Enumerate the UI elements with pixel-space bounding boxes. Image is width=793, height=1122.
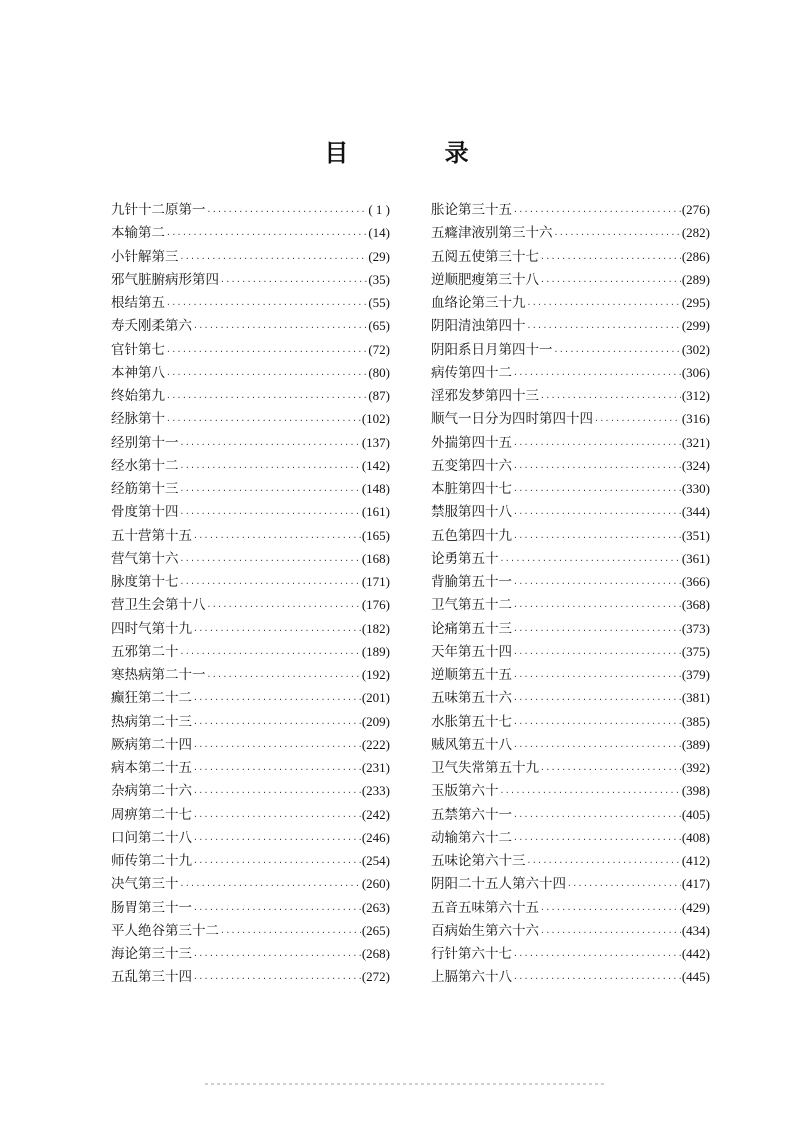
dot-leader [207,200,368,223]
toc-entry[interactable] [111,710,390,733]
dot-leader [180,502,361,525]
dot-leader [166,293,367,316]
toc-entry-title: 杂病第二十六 [111,783,192,800]
dot-leader [554,340,681,363]
toc-entry[interactable] [111,756,390,779]
dot-leader [193,316,367,339]
toc-entry-title: 五变第四十六 [431,457,512,474]
dot-leader [500,549,681,572]
toc-entry-title: 水胀第五十七 [431,713,512,730]
toc-entry-page: ( 265 ) [362,919,390,942]
toc-entry-title: 脉度第十七 [111,574,179,590]
dot-leader [513,642,681,665]
toc-entry[interactable] [431,756,710,779]
toc-entry-page: ( 282 ) [682,221,710,244]
dot-leader [166,340,367,363]
dot-leader [193,526,361,549]
toc-entry[interactable] [431,617,710,640]
toc-entry[interactable] [431,710,710,733]
toc-entry-title: 热病第二十三 [111,713,192,730]
toc-entry-page: ( 286 ) [682,245,710,268]
toc-entry-page: ( 1 ) [368,198,390,221]
toc-entry-page: ( 434 ) [682,919,710,942]
toc-entry-title: 五音五味第六十五 [431,899,539,916]
toc-entry-title: 禁服第四十八 [431,504,512,521]
dot-leader [527,293,681,316]
toc-entry[interactable] [431,826,710,849]
toc-entry[interactable] [431,477,710,500]
toc-entry-title: 寿夭刚柔第六 [111,318,192,335]
toc-entry-title: 营卫生会第十八 [111,597,206,614]
toc-entry-title: 卫气失常第五十九 [431,760,539,776]
toc-entry[interactable] [111,361,390,384]
dot-leader [513,619,681,642]
toc-entry-page: ( 87 ) [368,384,390,407]
toc-entry[interactable] [111,896,390,919]
dot-leader [180,642,361,665]
toc-entry[interactable] [111,942,390,965]
toc-entry[interactable] [111,547,390,570]
toc-entry[interactable] [111,384,390,407]
dot-leader [513,502,681,525]
toc-entry[interactable] [431,663,710,686]
dot-leader [500,781,681,804]
dot-leader [513,735,681,758]
toc-entry-page: ( 302 ) [682,338,710,361]
toc-entry-page: ( 306 ) [682,361,710,384]
dot-leader [193,712,361,735]
toc-entry-page: ( 14 ) [368,221,390,244]
toc-entry[interactable] [431,524,710,547]
page-title: 目 录 [324,139,513,167]
toc-entry[interactable] [431,942,710,965]
dot-leader [540,921,681,944]
dot-leader [513,479,681,502]
toc-entry[interactable] [111,338,390,361]
toc-entry-page: ( 324 ) [682,454,710,477]
toc-column-right [431,198,710,989]
toc-entry-page: ( 165 ) [362,524,390,547]
dot-leader [540,270,681,293]
dot-leader [193,619,361,642]
toc-entry-page: ( 231 ) [362,756,390,779]
toc-entry-page: ( 55 ) [368,291,390,314]
toc-entry-title: 顺气一日分为四时第四十四 [431,411,593,428]
toc-entry-title: 邪气脏腑病形第四 [111,271,219,288]
toc-entry[interactable] [111,617,390,640]
dot-leader [513,526,681,549]
toc-entry-title: 厥病第二十四 [111,736,192,753]
toc-entry-title: 背腧第五十一 [431,574,512,590]
toc-entry-page: ( 412 ) [682,849,710,872]
toc-entry-title: 贼风第五十八 [431,736,512,753]
toc-entry-title: 百病始生第六十六 [431,922,539,939]
toc-entry-title: 寒热病第二十一 [111,667,206,683]
toc-entry[interactable] [111,431,390,454]
toc-entry-title: 经别第十一 [111,434,179,451]
toc-entry-page: ( 268 ) [362,942,390,965]
toc-entry[interactable] [431,245,710,268]
toc-entry[interactable] [111,245,390,268]
toc-entry-title: 五邪第二十 [111,643,179,660]
dot-leader [527,851,681,874]
toc-entry-page: ( 408 ) [682,826,710,849]
toc-entry-title: 骨度第十四 [111,504,179,521]
dot-leader [166,223,367,246]
toc-entry-title: 病传第四十二 [431,364,512,381]
toc-entry-page: ( 299 ) [682,314,710,337]
toc-entry-page: ( 168 ) [362,547,390,570]
dot-leader [513,363,681,386]
dot-leader [220,921,361,944]
dot-leader [540,247,681,270]
toc-entry-title: 师传第二十九 [111,853,192,869]
dot-leader [180,479,361,502]
dot-leader [193,828,361,851]
toc-entry-title: 五阅五使第三十七 [431,248,539,265]
toc-entry-title: 肠胃第三十一 [111,899,192,916]
toc-entry[interactable] [431,872,710,895]
dot-leader [594,409,681,432]
toc-entry-page: ( 379 ) [682,663,710,686]
dot-leader [513,200,681,223]
toc-entry[interactable] [111,314,390,337]
toc-entry-title: 外揣第四十五 [431,434,512,451]
toc-entry-page: ( 289 ) [682,268,710,291]
toc-entry-page: ( 368 ) [682,593,710,616]
toc-entry-page: ( 389 ) [682,733,710,756]
toc-entry-title: 五乱第三十四 [111,969,192,986]
dot-leader [180,247,368,270]
dot-leader [540,898,681,921]
toc-entry-title: 论痛第五十三 [431,620,512,637]
toc-entry-title: 根结第五 [111,295,165,311]
toc-entry-page: ( 351 ) [682,524,710,547]
dot-leader [193,967,361,990]
toc-entry-title: 五十营第十五 [111,527,192,544]
scan-smudge [205,1083,605,1085]
toc-entry[interactable] [431,314,710,337]
toc-entry-page: ( 29 ) [368,245,390,268]
toc-entry[interactable] [111,268,390,291]
toc-entry-title: 终始第九 [111,388,165,404]
toc-entry-page: ( 242 ) [362,803,390,826]
toc-entry-title: 卫气第五十二 [431,597,512,614]
toc-entry[interactable] [431,686,710,709]
toc-entry[interactable] [111,686,390,709]
dot-leader [513,688,681,711]
toc-entry-title: 五味论第六十三 [431,853,526,869]
toc-entry-title: 五癃津液别第三十六 [431,225,553,242]
toc-entry-page: ( 182 ) [362,617,390,640]
toc-entry-page: ( 137 ) [362,431,390,454]
toc-entry-page: ( 209 ) [362,710,390,733]
dot-leader [193,898,361,921]
toc-entry-page: ( 171 ) [362,570,390,593]
dot-leader [527,316,681,339]
toc-entry[interactable] [111,477,390,500]
toc-entry[interactable] [431,268,710,291]
toc-entry[interactable] [431,291,710,314]
toc-entry[interactable] [431,361,710,384]
dot-leader [180,572,361,595]
dot-leader [193,758,361,781]
toc-entry-title: 决气第三十 [111,876,179,893]
dot-leader [207,595,361,618]
toc-entry-title: 本输第二 [111,225,165,242]
dot-leader [193,781,361,804]
toc-entry[interactable] [111,500,390,523]
toc-entry[interactable] [111,919,390,942]
dot-leader [207,665,361,688]
toc-entry-page: ( 161 ) [362,500,390,523]
toc-entry-page: ( 405 ) [682,803,710,826]
toc-entry-title: 玉版第六十 [431,783,499,800]
toc-entry-page: ( 260 ) [362,872,390,895]
toc-entry-page: ( 366 ) [682,570,710,593]
toc-entry-title: 海论第三十三 [111,946,192,962]
toc-entry-page: ( 373 ) [682,617,710,640]
toc-entry-page: ( 276 ) [682,198,710,221]
dot-leader [193,944,361,967]
toc-entry[interactable] [431,779,710,802]
toc-entry-title: 本脏第四十七 [431,481,512,497]
toc-entry[interactable] [111,640,390,663]
toc-entry-title: 血络论第三十九 [431,295,526,311]
toc-entry-title: 病本第二十五 [111,760,192,776]
toc-entry-page: ( 65 ) [368,314,390,337]
toc-entry-title: 论勇第五十 [431,550,499,567]
toc-entry[interactable] [111,524,390,547]
toc-entry-title: 逆顺肥瘦第三十八 [431,271,539,288]
toc-entry-page: ( 295 ) [682,291,710,314]
dot-leader [513,456,681,479]
dot-leader [220,270,367,293]
dot-leader [180,456,361,479]
dot-leader [166,386,367,409]
toc-entry-page: ( 361 ) [682,547,710,570]
toc-entry-page: ( 201 ) [362,686,390,709]
toc-entry-page: ( 417 ) [682,872,710,895]
toc-entry-title: 上膈第六十八 [431,969,512,986]
toc-entry[interactable] [431,454,710,477]
toc-entry-page: ( 375 ) [682,640,710,663]
toc-entry-title: 四时气第十九 [111,620,192,637]
dot-leader [513,665,681,688]
toc-entry[interactable] [111,454,390,477]
toc-entry[interactable] [111,826,390,849]
toc-entry-page: ( 192 ) [362,663,390,686]
toc-entry[interactable] [431,733,710,756]
toc-entry[interactable] [431,407,710,430]
toc-entry-page: ( 321 ) [682,431,710,454]
toc-entry[interactable] [111,779,390,802]
toc-entry-title: 五禁第六十一 [431,806,512,823]
toc-entry[interactable] [431,384,710,407]
toc-entry[interactable] [111,221,390,244]
toc-entry-page: ( 385 ) [682,710,710,733]
toc-entry-page: ( 102 ) [362,407,390,430]
toc-entry-page: ( 330 ) [682,477,710,500]
toc-entry-page: ( 442 ) [682,942,710,965]
toc-entry-page: ( 316 ) [682,407,710,430]
toc-entry-title: 五色第四十九 [431,527,512,544]
toc-entry-page: ( 429 ) [682,896,710,919]
toc-entry-page: ( 35 ) [368,268,390,291]
dot-leader [513,805,681,828]
toc-entry[interactable] [431,221,710,244]
toc-entry[interactable] [431,896,710,919]
toc-entry-title: 本神第八 [111,364,165,381]
toc-entry-page: ( 189 ) [362,640,390,663]
toc-entry[interactable] [431,640,710,663]
toc-entry-page: ( 312 ) [682,384,710,407]
toc-entry-title: 官针第七 [111,341,165,358]
dot-leader [554,223,681,246]
dot-leader [166,363,367,386]
toc-entry[interactable] [431,803,710,826]
dot-leader [180,549,361,572]
toc-entry-title: 五味第五十六 [431,690,512,707]
toc-entry[interactable] [431,431,710,454]
toc-entry-title: 九针十二原第一 [111,202,206,218]
toc-entry[interactable] [111,733,390,756]
toc-entry-title: 癫狂第二十二 [111,690,192,707]
toc-entry[interactable] [431,338,710,361]
toc-entry[interactable] [111,593,390,616]
dot-leader [166,409,361,432]
toc-entry-page: ( 222 ) [362,733,390,756]
toc-entry[interactable] [111,663,390,686]
dot-leader [513,572,681,595]
toc-entry-title: 阴阳二十五人第六十四 [431,876,566,893]
toc-entry-title: 天年第五十四 [431,643,512,660]
dot-leader [180,874,361,897]
dot-leader [193,735,361,758]
toc-entry-title: 胀论第三十五 [431,202,512,218]
toc-entry-page: ( 272 ) [362,965,390,988]
dot-leader [180,433,361,456]
toc-entry-page: ( 263 ) [362,896,390,919]
toc-entry[interactable] [111,407,390,430]
toc-entry-page: ( 381 ) [682,686,710,709]
toc-entry[interactable] [431,919,710,942]
dot-leader [513,967,681,990]
toc-entry[interactable] [111,570,390,593]
toc-entry[interactable] [111,849,390,872]
toc-entry-page: ( 72 ) [368,338,390,361]
toc-entry-page: ( 148 ) [362,477,390,500]
toc-entry[interactable] [431,965,710,988]
toc-entry-title: 小针解第三 [111,248,179,265]
toc-entry[interactable] [111,291,390,314]
toc-entry[interactable] [111,872,390,895]
toc-entry[interactable] [111,198,390,221]
dot-leader [193,851,361,874]
dot-leader [513,712,681,735]
dot-leader [540,758,681,781]
toc-entry-title: 阴阳清浊第四十 [431,318,526,335]
toc-entry-page: ( 344 ) [682,500,710,523]
toc-entry[interactable] [431,500,710,523]
toc-entry-page: ( 246 ) [362,826,390,849]
toc-entry-page: ( 398 ) [682,779,710,802]
toc-entry-title: 经脉第十 [111,411,165,428]
dot-leader [513,433,681,456]
toc-entry[interactable] [431,849,710,872]
dot-leader [193,805,361,828]
dot-leader [540,386,681,409]
dot-leader [193,688,361,711]
toc-entry-title: 周痹第二十七 [111,806,192,823]
toc-entry[interactable] [431,593,710,616]
toc-entry-title: 平人绝谷第三十二 [111,922,219,939]
toc-entry-title: 行针第六十七 [431,946,512,962]
toc-entry[interactable] [111,803,390,826]
toc-entry-title: 经水第十二 [111,457,179,474]
toc-entry-page: ( 142 ) [362,454,390,477]
toc-entry-title: 经筋第十三 [111,481,179,497]
dot-leader [513,944,681,967]
toc-entry-page: ( 176 ) [362,593,390,616]
dot-leader [567,874,681,897]
toc-entry-title: 淫邪发梦第四十三 [431,388,539,404]
toc-entry[interactable] [431,547,710,570]
toc-entry-title: 逆顺第五十五 [431,667,512,683]
toc-entry-title: 动输第六十二 [431,829,512,846]
toc-entry[interactable] [431,570,710,593]
toc-entry-page: ( 80 ) [368,361,390,384]
dot-leader [513,595,681,618]
toc-entry[interactable] [111,965,390,988]
toc-column-left [111,198,390,989]
toc-entry-page: ( 392 ) [682,756,710,779]
toc-entry-page: ( 233 ) [362,779,390,802]
toc-entry-page: ( 445 ) [682,965,710,988]
toc-entry-title: 口问第二十八 [111,829,192,846]
toc-entry[interactable] [431,198,710,221]
dot-leader [513,828,681,851]
toc-entry-title: 阴阳系日月第四十一 [431,341,553,358]
toc-entry-title: 营气第十六 [111,550,179,567]
toc-entry-page: ( 254 ) [362,849,390,872]
